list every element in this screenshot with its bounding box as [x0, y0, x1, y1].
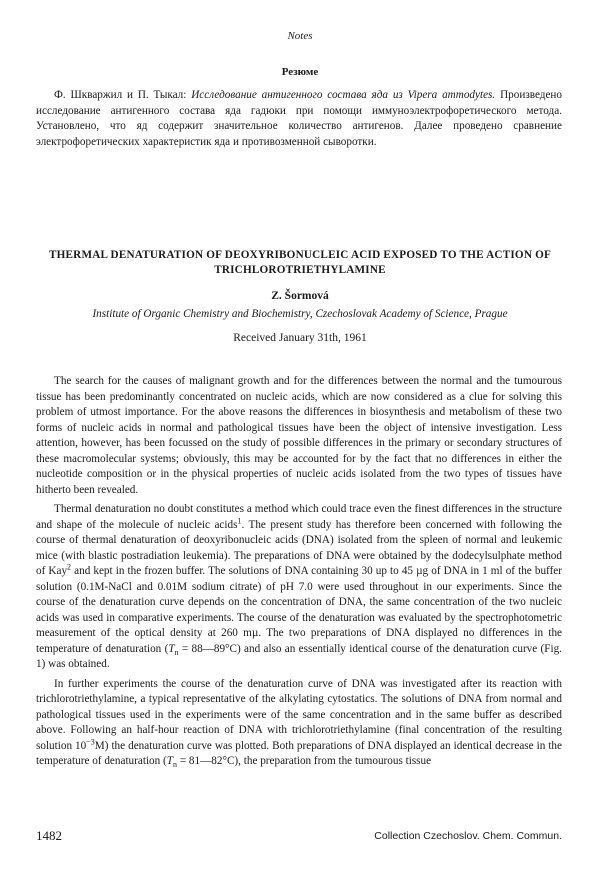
- article-title: THERMAL DENATURATION OF DEOXYRIBONUCLEIC ACID EXPOSED TO THE ACTION OF TRICHLOROTRIETHYLAMINE: [48, 249, 552, 276]
- reference-2: 2: [67, 562, 72, 572]
- running-head: Notes: [287, 30, 313, 42]
- reference-1: 1: [237, 515, 242, 525]
- article-body: [36, 374, 562, 774]
- article-affiliation: Institute of Organic Chemistry and Biochemistry, Czechoslovak Academy of Science, Prague: [92, 308, 508, 320]
- received-date: Received January 31th, 1961: [233, 332, 367, 344]
- resume-text: Произведено исследование антигенного состава яда гадюки при помощи иммуноэлектрофоретического метода. Установлено, что яд содержит значительное количество антигенов. Далее проведено сравнение электрофоретических характеристик яда и противозменной сыворотки.: [36, 89, 563, 148]
- paragraph-1: The search for the causes of malignant growth and for the differences between the normal and the tumourous tissue has been predominantly concentrated on nucleic acids, which are now considered as a clue for solving this problem of utmost importance. For the above reasons the differences in biosynthesis and metabolism of these two forms of nucleic acids in normal and pathological tissues have been the object of intensive investigation. Less attention, however, has been focussed on the study of possible differences in the primary or secondary structures of these macromolecular systems; obviously, this may be accounted for by the fact that no differences in either the nucleotide composition or in the physical properties of nucleic acids isolated from the two types of tissues have hitherto been revealed.: [36, 375, 562, 496]
- paragraph-2: Thermal denaturation no doubt constitutes a method which could trace even the finest differences in the structure and shape of the molecule of nucleic acids$^1$. The present study has therefore been concerned with following the course of thermal denaturation of deoxyribonucleic acids (DNA) isolated from the spleen of normal and leukemic mice (with blastic postradiation leukemia). The preparations of DNA were obtained by the dodecylsulphate method of Kay$^2$ and kept in the frozen buffer. The solutions of DNA containing 30 up to 45 µg of DNA in 1 ml of the buffer solution (0.1M-NaCl and 0.01M sodium citrate) of pH 7.0 were used throughout in our experiments. Since the course of the denaturation curve depends on the concentration of DNA, the same concentration of the two nucleic acids was used in comparative experiments. The course of the denaturation was evaluated by the spectrophotometric measurement of the optical density at 260 mµ. The two preparations of DNA displayed no differences in the temperature of denaturation ($T_n$ = 88—89°C) and also an essentially identical course of the denaturation curve (Fig. 1) was obtained.: [36, 503, 562, 670]
- resume-paragraph: [36, 88, 562, 150]
- resume-italic-title: Исследование антигенного состава яда из Vipera ammodytes.: [191, 89, 496, 101]
- exponent: −3: [86, 736, 95, 746]
- journal-name: Collection Czechoslov. Chem. Commun.: [374, 830, 562, 842]
- resume-title: Резюме: [281, 66, 319, 78]
- article-author: Z. Šormová: [271, 290, 329, 302]
- paragraph-3: In further experiments the course of the denaturation curve of DNA was investigated after its reaction with trichlorotriethylamine, a typical representative of the alkylating cytostatics. The solutions of DNA from normal and pathological tissues used in the experiments were of the same concentration and in the same buffer as described above. Following an half-hour reaction of DNA with trichlorotriethylamine (final concentration of the resulting solution $10^{-3}M$) the denaturation curve was plotted. Both preparations of DNA displayed an identical decrease in the temperature of denaturation ($T_n$ = 81—82°C), the preparation from the tumourous tissue: [36, 677, 562, 770]
- resume-authors: Ф. Шкваржил и П. Тыкал:: [54, 89, 187, 101]
- page-number: 1482: [36, 828, 62, 843]
